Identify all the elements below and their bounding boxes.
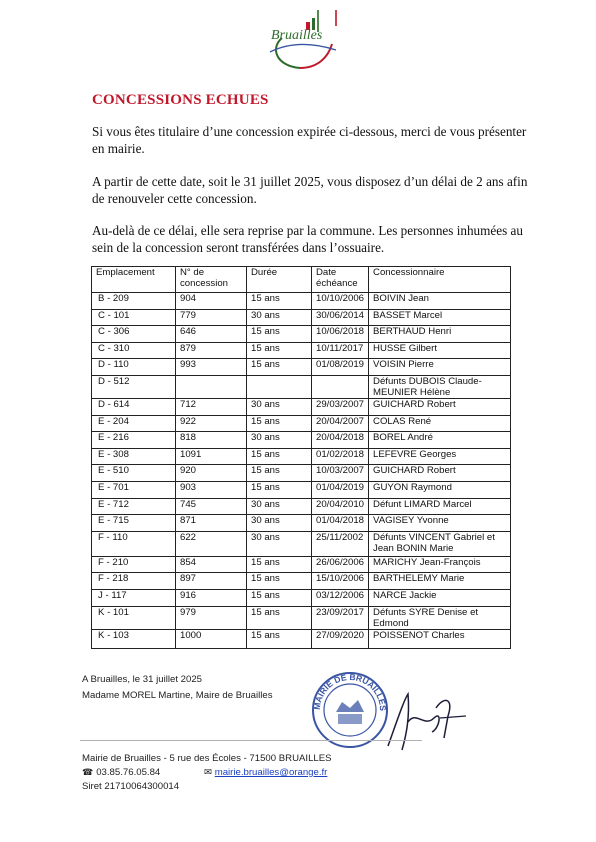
cell-concessionnaire: BASSET Marcel (369, 309, 511, 326)
signature (384, 688, 474, 752)
cell-duree: 15 ans (247, 629, 312, 648)
cell-duree: 30 ans (247, 498, 312, 515)
table-row (92, 309, 511, 326)
cell-emplacement: E - 712 (92, 498, 176, 515)
table-row (92, 573, 511, 590)
cell-concessionnaire: Défunts SYRE Denise et Edmond (369, 606, 511, 629)
table-row (92, 375, 511, 398)
cell-duree: 15 ans (247, 293, 312, 310)
cell-numero: 646 (176, 326, 247, 343)
mairie-seal (306, 666, 394, 750)
cell-date: 01/08/2019 (312, 359, 369, 376)
cell-date: 20/04/2018 (312, 432, 369, 449)
cell-emplacement: E - 701 (92, 481, 176, 498)
cell-emplacement: F - 218 (92, 573, 176, 590)
cell-date: 10/11/2017 (312, 342, 369, 359)
cell-numero: 922 (176, 415, 247, 432)
page-title: CONCESSIONS ECHUES (92, 92, 269, 108)
cell-emplacement: D - 110 (92, 359, 176, 376)
cell-numero (176, 375, 247, 398)
table-row (92, 556, 511, 573)
cell-numero: 745 (176, 498, 247, 515)
cell-date: 25/11/2002 (312, 531, 369, 556)
header-date: Date échéance (312, 267, 369, 293)
table-row (92, 415, 511, 432)
cell-emplacement: J - 117 (92, 589, 176, 606)
table-row (92, 498, 511, 515)
cell-date: 15/10/2006 (312, 573, 369, 590)
cell-emplacement: F - 210 (92, 556, 176, 573)
cell-emplacement: E - 216 (92, 432, 176, 449)
cell-duree: 15 ans (247, 448, 312, 465)
table-row (92, 515, 511, 532)
cell-numero: 879 (176, 342, 247, 359)
cell-numero: 993 (176, 359, 247, 376)
header-concessionnaire: Concessionnaire (369, 267, 511, 293)
cell-concessionnaire: GUICHARD Robert (369, 465, 511, 482)
cell-date (312, 375, 369, 398)
cell-emplacement: E - 715 (92, 515, 176, 532)
table-row (92, 293, 511, 310)
cell-numero: 920 (176, 465, 247, 482)
cell-concessionnaire: BOIVIN Jean (369, 293, 511, 310)
seal-graphic (306, 666, 394, 750)
cell-numero: 904 (176, 293, 247, 310)
cell-emplacement: F - 110 (92, 531, 176, 556)
cell-concessionnaire: NARCE Jackie (369, 589, 511, 606)
concessions-table (91, 266, 511, 649)
cell-duree: 30 ans (247, 531, 312, 556)
cell-duree: 15 ans (247, 359, 312, 376)
cell-concessionnaire: BOREL André (369, 432, 511, 449)
table-row (92, 606, 511, 629)
cell-duree: 30 ans (247, 309, 312, 326)
cell-concessionnaire: VOISIN Pierre (369, 359, 511, 376)
cell-date: 01/04/2019 (312, 481, 369, 498)
bruailles-logo (262, 8, 342, 70)
phone-line (82, 767, 160, 778)
cell-duree: 15 ans (247, 589, 312, 606)
cell-emplacement: K - 103 (92, 629, 176, 648)
cell-concessionnaire: LEFEVRE Georges (369, 448, 511, 465)
cell-concessionnaire: Défunts DUBOIS Claude-MEUNIER Hélène (369, 375, 511, 398)
cell-numero: 871 (176, 515, 247, 532)
cell-date: 27/09/2020 (312, 629, 369, 648)
cell-date: 29/03/2007 (312, 398, 369, 415)
cell-duree: 15 ans (247, 326, 312, 343)
table-row (92, 589, 511, 606)
cell-emplacement: E - 308 (92, 448, 176, 465)
header-numero: N° de concession (176, 267, 247, 293)
cell-numero: 903 (176, 481, 247, 498)
cell-date: 10/10/2006 (312, 293, 369, 310)
cell-emplacement: C - 310 (92, 342, 176, 359)
cell-duree: 30 ans (247, 432, 312, 449)
cell-emplacement: D - 614 (92, 398, 176, 415)
cell-date: 23/09/2017 (312, 606, 369, 629)
table-body (92, 293, 511, 649)
cell-date: 10/06/2018 (312, 326, 369, 343)
email-link[interactable]: mairie.bruailles@orange.fr (214, 767, 328, 778)
cell-duree: 30 ans (247, 515, 312, 532)
cell-date: 30/06/2014 (312, 309, 369, 326)
cell-numero: 979 (176, 606, 247, 629)
cell-numero: 1000 (176, 629, 247, 648)
table-row (92, 342, 511, 359)
cell-concessionnaire: Défunts VINCENT Gabriel et Jean BONIN Marie (369, 531, 511, 556)
cell-numero: 897 (176, 573, 247, 590)
footer-divider (80, 740, 422, 741)
cell-concessionnaire: BARTHELEMY Marie (369, 573, 511, 590)
cell-concessionnaire: Défunt LIMARD Marcel (369, 498, 511, 515)
mail-icon: ✉ (204, 767, 213, 778)
cell-emplacement: E - 204 (92, 415, 176, 432)
cell-numero: 854 (176, 556, 247, 573)
signatory: Madame MOREL Martine, Maire de Bruailles (82, 690, 273, 701)
cell-emplacement: C - 101 (92, 309, 176, 326)
cell-date: 20/04/2010 (312, 498, 369, 515)
cell-concessionnaire: GUICHARD Robert (369, 398, 511, 415)
cell-numero: 916 (176, 589, 247, 606)
cell-emplacement: K - 101 (92, 606, 176, 629)
cell-duree: 15 ans (247, 606, 312, 629)
cell-emplacement: D - 512 (92, 375, 176, 398)
cell-concessionnaire: COLAS René (369, 415, 511, 432)
header-duree: Durée (247, 267, 312, 293)
table-row (92, 629, 511, 648)
cell-duree: 15 ans (247, 465, 312, 482)
siret: Siret 21710064300014 (82, 781, 180, 792)
cell-date: 01/02/2018 (312, 448, 369, 465)
table-row (92, 326, 511, 343)
cell-concessionnaire: HUSSE Gilbert (369, 342, 511, 359)
cell-duree: 15 ans (247, 342, 312, 359)
cell-date: 20/04/2007 (312, 415, 369, 432)
cell-duree: 15 ans (247, 481, 312, 498)
cell-duree (247, 375, 312, 398)
cell-concessionnaire: VAGISEY Yvonne (369, 515, 511, 532)
paragraph-consequence: Au-delà de ce délai, elle sera reprise par la commune. Les personnes inhumées au sein de la concession seront transférées dans l’ossuaire. (92, 223, 523, 255)
cell-emplacement: C - 306 (92, 326, 176, 343)
cell-concessionnaire: MARICHY Jean-François (369, 556, 511, 573)
cell-duree: 15 ans (247, 415, 312, 432)
table-row (92, 481, 511, 498)
cell-duree: 30 ans (247, 398, 312, 415)
table-row (92, 448, 511, 465)
table-row (92, 531, 511, 556)
header-emplacement: Emplacement (92, 267, 176, 293)
cell-concessionnaire: GUYON Raymond (369, 481, 511, 498)
cell-emplacement: B - 209 (92, 293, 176, 310)
phone-number: 03.85.76.05.84 (96, 767, 161, 778)
paragraph-intro: Si vous êtes titulaire d’une concession expirée ci-dessous, merci de vous présenter en mairie. (92, 124, 527, 156)
cell-numero: 1091 (176, 448, 247, 465)
phone-icon: ☎ (82, 767, 94, 777)
cell-concessionnaire: BERTHAUD Henri (369, 326, 511, 343)
logo-text: Bruailles (271, 28, 323, 43)
cell-duree: 15 ans (247, 573, 312, 590)
table-row (92, 359, 511, 376)
cell-emplacement: E - 510 (92, 465, 176, 482)
table-row (92, 432, 511, 449)
cell-date: 10/03/2007 (312, 465, 369, 482)
cell-concessionnaire: POISSENOT Charles (369, 629, 511, 648)
cell-numero: 779 (176, 309, 247, 326)
paragraph-deadline: A partir de cette date, soit le 31 juillet 2025, vous disposez d’un délai de 2 ans afin de renouveler cette concession. (92, 174, 528, 206)
cell-duree: 15 ans (247, 556, 312, 573)
cell-numero: 818 (176, 432, 247, 449)
cell-numero: 622 (176, 531, 247, 556)
table-row (92, 398, 511, 415)
cell-date: 01/04/2018 (312, 515, 369, 532)
cell-date: 03/12/2006 (312, 589, 369, 606)
cell-numero: 712 (176, 398, 247, 415)
table-header-row (92, 267, 511, 293)
seal-text: MAIRIE DE BRUAILLES (311, 671, 389, 712)
place-date: A Bruailles, le 31 juillet 2025 (82, 674, 202, 685)
mairie-address: Mairie de Bruailles - 5 rue des Écoles - 71500 BRUAILLES (82, 753, 332, 764)
table-row (92, 465, 511, 482)
email-line (204, 767, 327, 778)
cell-date: 26/06/2006 (312, 556, 369, 573)
